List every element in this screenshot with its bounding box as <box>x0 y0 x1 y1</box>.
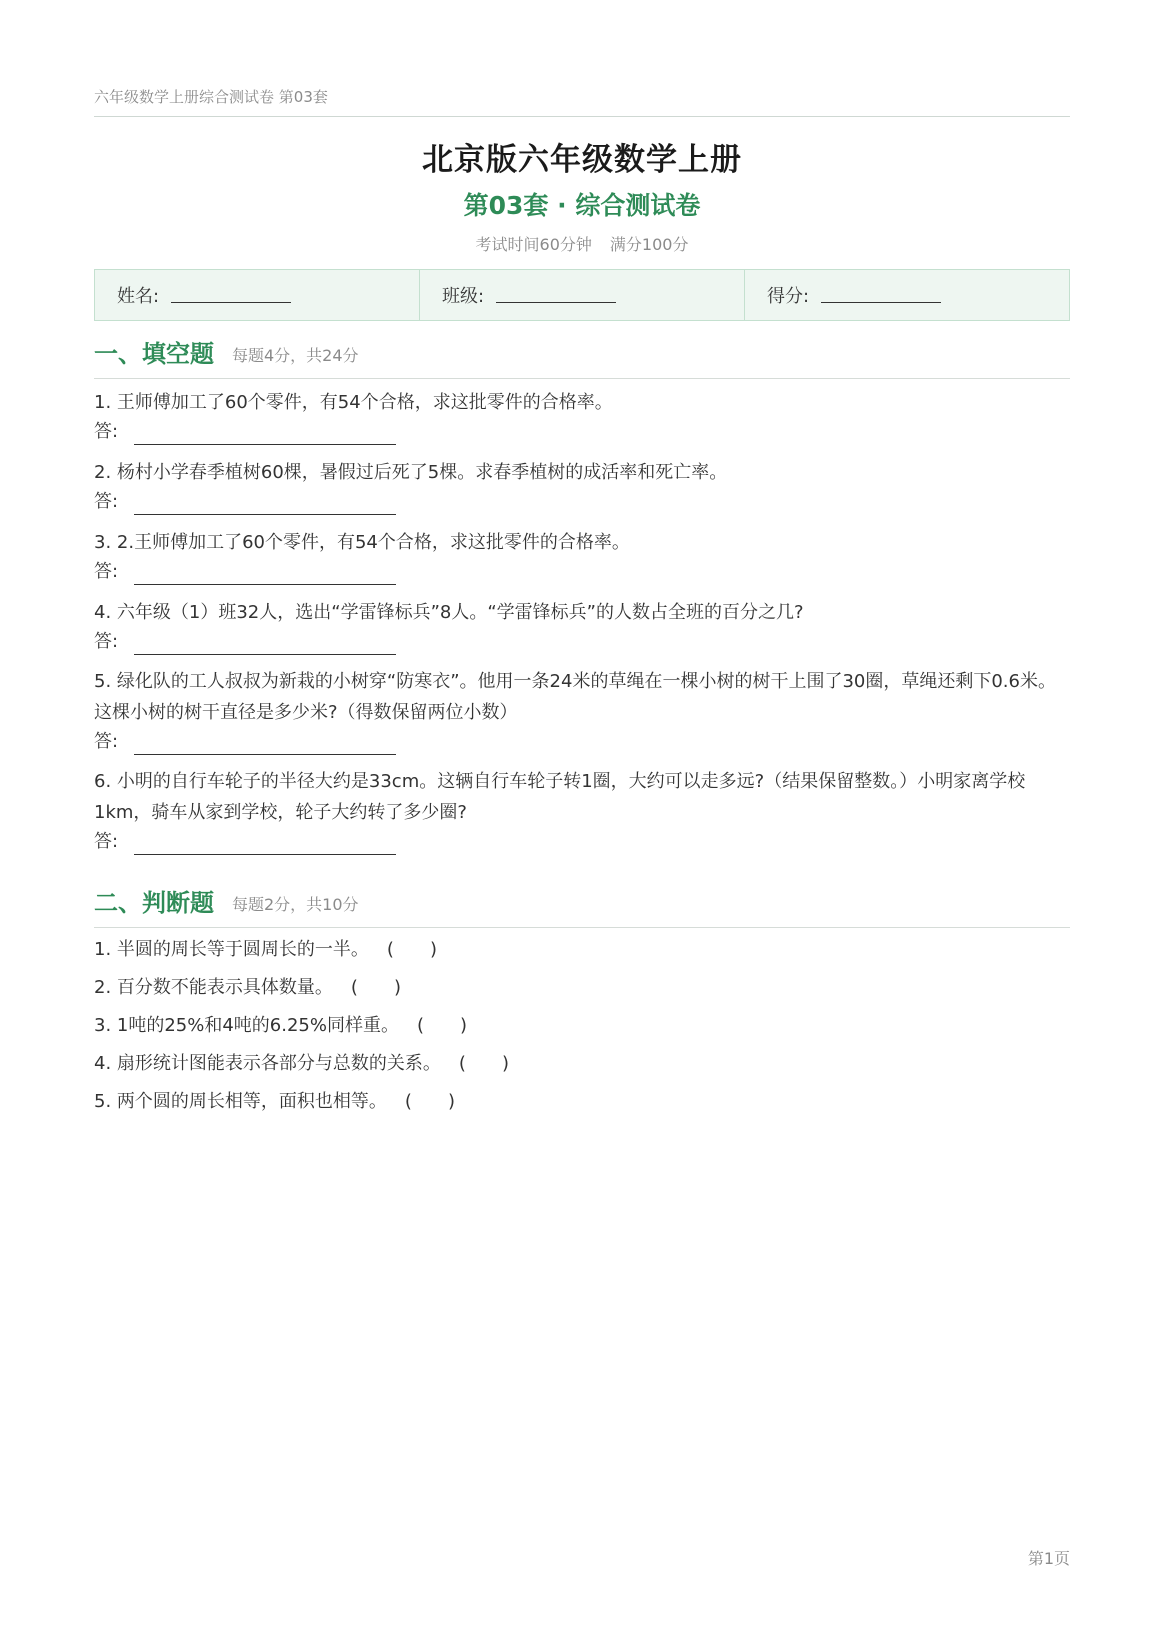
fill-in-question: 2. 杨村小学春季植树60棵，暑假过后死了5棵。求春季植树的成活率和死亡率。 <box>94 462 728 483</box>
answer-blank[interactable] <box>134 444 396 445</box>
bracket-close: ) <box>393 977 401 998</box>
answer-blank[interactable] <box>134 654 396 655</box>
section-fill-in-header <box>94 334 1070 379</box>
exam-time: 考试时间60分钟 <box>475 235 592 254</box>
answer-row <box>94 558 118 586</box>
judgement-bracket[interactable] <box>387 936 437 964</box>
answer-label: 答: <box>94 631 119 652</box>
score-cell <box>745 270 1069 320</box>
fill-in-question: 3. 2.王师傅加工了60个零件，有54个合格，求这批零件的合格率。 <box>94 532 630 553</box>
true-false-item <box>94 1012 467 1040</box>
answer-blank[interactable] <box>134 514 396 515</box>
section-true-false-title: 二、判断题 <box>94 889 214 917</box>
score-blank[interactable] <box>821 302 941 303</box>
answer-row <box>94 828 118 856</box>
fill-in-question: 6. 小明的自行车轮子的半径大约是33cm。这辆自行车轮子转1圈，大约可以走多远?（结果保留整数。）小明家离学校1km，骑车从家到学校，轮子大约转了多少圈? <box>94 771 1026 823</box>
fill-in-question: 1. 王师傅加工了60个零件，有54个合格，求这批零件的合格率。 <box>94 392 613 413</box>
section-true-false-note: 每题2分，共10分 <box>232 895 359 914</box>
bracket-close: ) <box>460 1015 468 1036</box>
score-label: 得分: <box>767 286 810 307</box>
true-false-question: 5. 两个圆的周长相等，面积也相等。 <box>94 1091 387 1112</box>
fill-in-question: 4. 六年级（1）班32人，选出“学雷锋标兵”8人。“学雷锋标兵”的人数占全班的百分之几? <box>94 602 804 623</box>
class-blank[interactable] <box>496 302 616 303</box>
bracket-open: ( <box>458 1053 466 1074</box>
judgement-bracket[interactable] <box>417 1012 467 1040</box>
class-label: 班级: <box>442 286 485 307</box>
answer-row <box>94 418 118 446</box>
answer-row <box>94 488 118 516</box>
true-false-item <box>94 1088 455 1116</box>
answer-blank[interactable] <box>134 754 396 755</box>
answer-row <box>94 628 118 656</box>
header-divider <box>94 116 1070 117</box>
answer-label: 答: <box>94 491 119 512</box>
class-cell <box>420 270 745 320</box>
answer-row <box>94 728 118 756</box>
page-subtitle: 第03套 · 综合测试卷 <box>463 191 701 220</box>
bracket-open: ( <box>404 1091 412 1112</box>
name-label: 姓名: <box>117 286 160 307</box>
name-cell <box>95 270 420 320</box>
exam-page <box>94 0 1070 1638</box>
answer-blank[interactable] <box>134 854 396 855</box>
true-false-item <box>94 1050 509 1078</box>
bracket-open: ( <box>350 977 358 998</box>
true-false-item <box>94 974 401 1002</box>
section-fill-in-note: 每题4分，共24分 <box>232 346 359 365</box>
bracket-close: ) <box>501 1053 509 1074</box>
answer-label: 答: <box>94 421 119 442</box>
answer-label: 答: <box>94 831 119 852</box>
page-number: 第1页 <box>1027 1549 1070 1568</box>
bracket-open: ( <box>417 1015 425 1036</box>
answer-blank[interactable] <box>134 584 396 585</box>
judgement-bracket[interactable] <box>405 1088 455 1116</box>
page-title: 北京版六年级数学上册 <box>422 142 742 178</box>
bracket-open: ( <box>386 939 394 960</box>
true-false-question: 3. 1吨的25%和4吨的6.25%同样重。 <box>94 1015 399 1036</box>
bracket-close: ) <box>429 939 437 960</box>
section-true-false-header <box>94 883 1070 928</box>
exam-meta <box>94 232 1070 255</box>
judgement-bracket[interactable] <box>459 1050 509 1078</box>
true-false-question: 1. 半圆的周长等于圆周长的一半。 <box>94 939 369 960</box>
judgement-bracket[interactable] <box>351 974 401 1002</box>
true-false-question: 2. 百分数不能表示具体数量。 <box>94 977 333 998</box>
student-info-table <box>94 269 1070 321</box>
bracket-close: ) <box>447 1091 455 1112</box>
fill-in-question: 5. 绿化队的工人叔叔为新栽的小树穿“防寒衣”。他用一条24米的草绳在一棵小树的树干上围了30圈，草绳还剩下0.6米。这棵小树的树干直径是多少米?（得数保留两位小数） <box>94 671 1056 723</box>
exam-full-score: 满分100分 <box>609 235 689 254</box>
running-header: 六年级数学上册综合测试卷 第03套 <box>94 88 328 106</box>
answer-label: 答: <box>94 731 119 752</box>
true-false-question: 4. 扇形统计图能表示各部分与总数的关系。 <box>94 1053 441 1074</box>
section-fill-in-title: 一、填空题 <box>94 340 214 368</box>
name-blank[interactable] <box>171 302 291 303</box>
answer-label: 答: <box>94 561 119 582</box>
true-false-item <box>94 936 437 964</box>
